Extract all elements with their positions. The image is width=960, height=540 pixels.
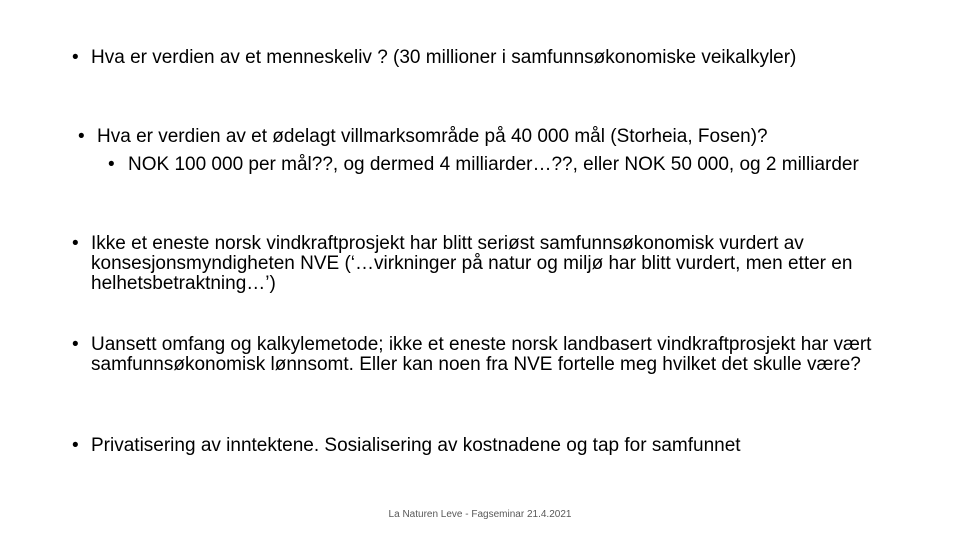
- bullet-marker: •: [72, 435, 79, 456]
- bullet-text: Hva er verdien av et menneskeliv ? (30 millioner i samfunnsøkonomiske veikalkyler): [91, 47, 797, 68]
- bullet-text: Ikke et eneste norsk vindkraftprosjekt har blitt seriøst samfunnsøkonomisk vurdert av konsesjonsmyndigheten NVE (‘…virkninger på natur og miljø har blitt vurdert, men etter en helhetsbetraktning…’): [91, 233, 853, 294]
- bullet-item: [78, 126, 897, 147]
- bullet-text: Uansett omfang og kalkylemetode; ikke et eneste norsk landbasert vindkraftprosjekt har vært samfunnsøkonomisk lønnsomt. Eller kan noen fra NVE fortelle meg hvilket det skulle være?: [91, 334, 872, 375]
- bullet-item: [72, 47, 851, 68]
- bullet-text: Hva er verdien av et ødelagt villmarksområde på 40 000 mål (Storheia, Fosen)?: [97, 126, 768, 147]
- bullet-marker: •: [72, 47, 79, 68]
- bullet-item: [72, 435, 891, 456]
- bullet-text: Privatisering av inntektene. Sosialisering av kostnadene og tap for samfunnet: [91, 435, 741, 456]
- bullet-item: [72, 233, 891, 294]
- slide-footer: La Naturen Leve - Fagseminar 21.4.2021: [388, 509, 572, 520]
- bullet-marker: •: [78, 126, 85, 147]
- sub-bullet-text: NOK 100 000 per mål??, og dermed 4 milliarder…??, eller NOK 50 000, og 2 milliarder: [128, 154, 859, 175]
- bullet-marker: •: [72, 334, 79, 355]
- bullet-marker: •: [72, 233, 79, 254]
- bullet-marker: •: [108, 154, 115, 175]
- sub-bullet-item: [108, 154, 888, 175]
- bullet-item: [72, 334, 891, 375]
